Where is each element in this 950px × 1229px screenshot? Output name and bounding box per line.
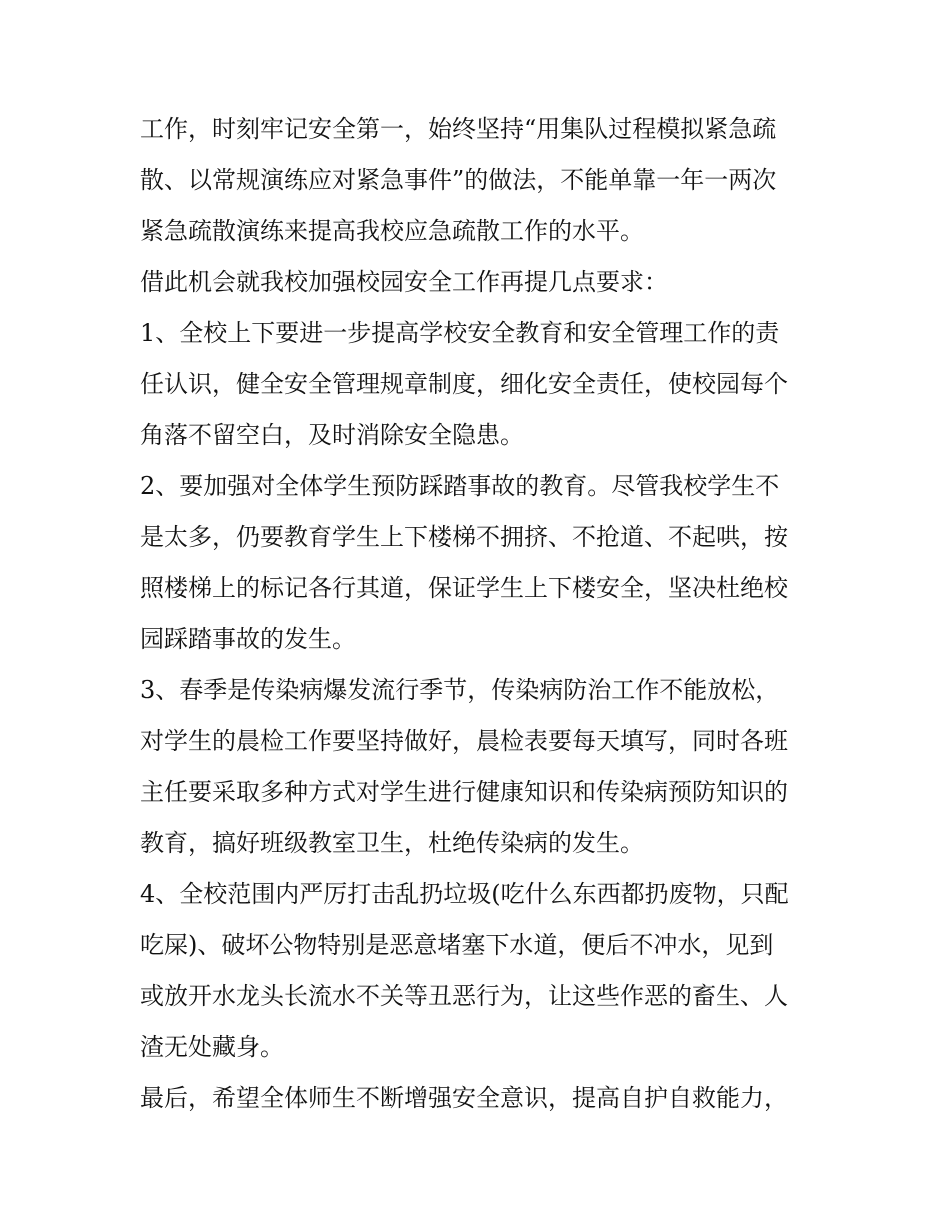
text-line: 散、以常规演练应对紧急事件”的做法，不能单靠一年一两次 — [140, 166, 777, 194]
text-line: 角落不留空白，及时消除安全隐患。 — [140, 421, 524, 449]
text-line: 或放开水龙头长流水不关等丑恶行为，让这些作恶的畜生、人 — [140, 982, 788, 1010]
text-line: 1、全校上下要进一步提高学校安全教育和安全管理工作的责 — [140, 319, 780, 347]
text-line: 吃屎)、破坏公物特别是恶意堵塞下水道，便后不冲水，见到 — [140, 931, 774, 959]
text-line: 是太多，仍要教育学生上下楼梯不拥挤、不抢道、不起哄，按 — [140, 523, 788, 551]
text-line: 工作，时刻牢记安全第一，始终坚持“用集队过程模拟紧急疏 — [140, 115, 777, 143]
text-line: 紧急疏散演练来提高我校应急疏散工作的水平。 — [140, 217, 644, 245]
text-line: 最后，希望全体师生不断增强安全意识，提高自护自救能力， — [140, 1084, 788, 1112]
text-line: 主任要采取多种方式对学生进行健康知识和传染病预防知识的 — [140, 778, 788, 806]
text-line: 任认识，健全安全管理规章制度，细化安全责任，使校园每个 — [140, 370, 788, 398]
text-line: 教育，搞好班级教室卫生，杜绝传染病的发生。 — [140, 829, 644, 857]
text-line: 4、全校范围内严厉打击乱扔垃圾(吃什么东西都扔废物，只配 — [140, 880, 789, 908]
text-line: 借此机会就我校加强校园安全工作再提几点要求： — [140, 268, 668, 296]
text-line: 照楼梯上的标记各行其道，保证学生上下楼安全，坚决杜绝校 — [140, 574, 788, 602]
text-line: 渣无处藏身。 — [140, 1033, 284, 1061]
text-line: 3、春季是传染病爆发流行季节，传染病防治工作不能放松， — [140, 676, 780, 704]
text-line: 对学生的晨检工作要坚持做好，晨检表要每天填写，同时各班 — [140, 727, 788, 755]
text-line: 2、要加强对全体学生预防踩踏事故的教育。尽管我校学生不 — [140, 472, 780, 500]
document-body — [140, 104, 830, 1124]
text-line: 园踩踏事故的发生。 — [140, 625, 356, 653]
